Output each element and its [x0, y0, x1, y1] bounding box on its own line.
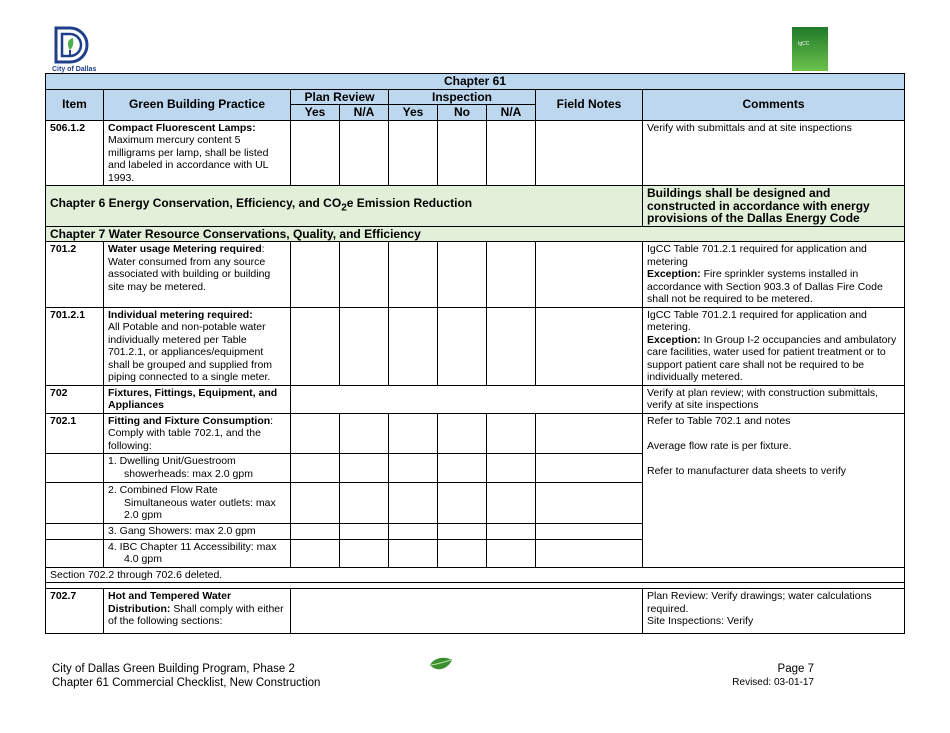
table-row [46, 385, 905, 413]
checklist-table [45, 73, 905, 634]
sub-no: No [438, 105, 487, 121]
dallas-d-icon [52, 26, 92, 64]
comment: Verify with submittals and at site inspections [643, 120, 905, 186]
footer-right [732, 662, 814, 690]
table-row [46, 307, 905, 385]
practice-body: Water consumed from any source associated with building or building site may be metered. [108, 255, 271, 293]
col-field-notes: Field Notes [536, 89, 643, 120]
comment: Verify at plan review; with construction submittals, verify at site inspections [643, 385, 905, 413]
table-row: 1. Dwelling Unit/Guestroom showerheads: max 2.0 gpm [46, 454, 905, 483]
section-row [46, 226, 905, 242]
item-number: 506.1.2 [50, 121, 86, 134]
table-row [46, 589, 905, 634]
table-row: 702.1 Fitting and Fixture Consumption: Comply with table 702.1, and the following: Refer to Table 702.1 and notes Average flow rate is per fixture. Refer to manufacturer data sheets to verify [46, 413, 905, 454]
col-inspection: Inspection [389, 89, 536, 105]
checklist-name: Chapter 61 Commercial Checklist, New Construction [52, 677, 321, 689]
item-number: 702.7 [50, 590, 77, 602]
table-row [46, 567, 905, 583]
practice-title: Hot and Tempered Water Distribution: [108, 590, 232, 615]
item-number: 702 [50, 386, 68, 399]
col-practice: Green Building Practice [104, 89, 291, 120]
practice-body: Maximum mercury content 5 milligrams per lamp, shall be listed and labeled in accordance with UL 1993. [108, 134, 269, 184]
col-comments: Comments [643, 89, 905, 120]
city-of-dallas-logo [52, 26, 100, 74]
chapter-6-heading: Chapter 6 Energy Conservation, Efficiency, and $CO_2e$ Emission Reduction [46, 186, 643, 227]
item-number: 702.1 [50, 414, 77, 427]
deleted-note: Section 702.2 through 702.6 deleted. [46, 567, 905, 583]
revised-date: Revised: 03-01-17 [732, 677, 814, 688]
comment: IgCC Table 701.2.1 required for application and metering Exception: Fire sprinkler systems installed in accordance with Section 903.3 of Dallas Fire Code shall not be required to be metered. [643, 242, 905, 308]
comment: IgCC Table 701.2.1 required for application and metering. Exception: In Group I-2 occupancies and ambulatory care facilities, water used for patient treatment or to support patient care shall not be required to be individually metered. [643, 307, 905, 385]
section-row [46, 186, 905, 227]
sub-item: 3. Gang Showers: max 2.0 gpm [104, 523, 291, 539]
table-row: 4. IBC Chapter 11 Accessibility: max 4.0 gpm [46, 539, 905, 567]
comment: Plan Review: Verify drawings; water calculations required. Site Inspections: Verify [643, 589, 905, 634]
practice-title: Individual metering required: [108, 308, 253, 321]
item-number: 701.2.1 [50, 308, 86, 321]
comment: Refer to Table 702.1 and notes Average flow rate is per fixture. Refer to manufacturer data sheets to verify [643, 413, 905, 567]
logo-caption: City of Dallas [52, 66, 97, 73]
practice-body: All Potable and non-potable water individually metered per Table 701.2.1, or appliances/equipment shall be grouped and supplied from piping connected to a single meter. [108, 321, 273, 383]
practice-title: Compact Fluorescent Lamps: [108, 121, 256, 134]
igcc-book-logo [792, 27, 828, 71]
practice-title: Fitting and Fixture Consumption [108, 414, 271, 427]
table-row [46, 120, 905, 186]
sub-item: 1. Dwelling Unit/Guestroom [108, 455, 236, 467]
practice-body: Shall comply with either of the following sections: [108, 602, 284, 627]
footer-left [52, 662, 320, 690]
chapter-7-heading: Chapter 7 Water Resource Conservations, Quality, and Efficiency [46, 226, 905, 242]
sub-yes: Yes [389, 105, 438, 121]
sub-yes: Yes [291, 105, 340, 121]
sub-item: 4. IBC Chapter 11 Accessibility: max [108, 540, 277, 553]
sub-na: N/A [340, 105, 389, 121]
sub-na: N/A [487, 105, 536, 121]
col-item: Item [46, 89, 104, 120]
chapter-6-note: Buildings shall be designed and constructed in accordance with energy provisions of the Dallas Energy Code [643, 186, 905, 227]
page-number: Page 7 [777, 663, 814, 675]
igcc-label: IgCC [798, 41, 810, 47]
chapter-title: Chapter 61 [46, 74, 905, 90]
table-row: 701.2 Water usage Metering required: Water consumed from any source associated with building or building site may be metered. IgCC Table 701.2.1 required for application and metering Exception: Fire sprinkler systems installed in accordance with Section 903.3 of Dallas Fire Code shall not be required to be metered. [46, 242, 905, 308]
practice-body: Comply with table 702.1, and the following: [108, 427, 261, 452]
col-plan-review: Plan Review [291, 89, 389, 105]
item-number: 701.2 [50, 243, 77, 255]
program-name: City of Dallas Green Building Program, Phase 2 [52, 663, 295, 675]
leaf-icon [428, 656, 454, 674]
practice-title: Fixtures, Fittings, Equipment, and Appliances [108, 386, 278, 411]
table-row: 2. Combined Flow Rate Simultaneous water outlets: max 2.0 gpm [46, 483, 905, 524]
practice-title: Water usage Metering required [108, 243, 262, 255]
sub-item: 2. Combined Flow Rate [108, 484, 218, 496]
